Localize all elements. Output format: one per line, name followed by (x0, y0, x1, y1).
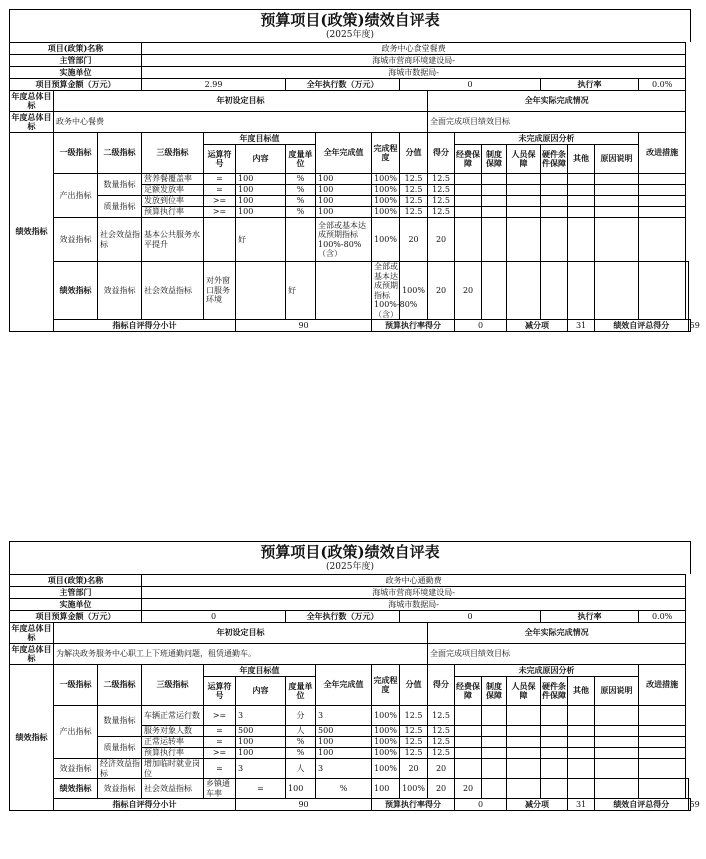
improve-header: 改进措施 (639, 665, 686, 706)
eval-table (9, 574, 700, 811)
got-cell: 12.5 (428, 748, 455, 759)
level2-cell: 社会效益指标 (98, 218, 142, 262)
year-goal-label: 年度总体目标 (11, 622, 52, 642)
completion-header: 完成程度 (372, 133, 400, 174)
exec-score-label: 预算执行率得分 (372, 799, 455, 811)
reason-hardware-header: 硬件条件保障 (541, 145, 568, 174)
table-row (10, 737, 691, 748)
content-cell: 100 (236, 207, 286, 218)
unit-cell: % (286, 174, 316, 185)
score-cell: 12.5 (400, 706, 428, 726)
level3-cell: 乡镇通车率 (204, 779, 236, 799)
level2-cell: 经济效益指标 (98, 759, 142, 779)
score-cell: 20 (400, 759, 428, 779)
unit-cell: % (286, 748, 316, 759)
score-cell: 12.5 (400, 737, 428, 748)
unit-value: 海城市数据局- (142, 67, 686, 79)
group-effect: 效益指标 (54, 759, 98, 779)
level3-cell: 正常运转率 (142, 737, 204, 748)
budget-label: 项目预算金额（万元） (10, 79, 142, 91)
level2-cell: 社会效益指标 (142, 262, 204, 320)
level2-cell: 社会效益指标 (142, 779, 204, 799)
rate-label: 执行率 (541, 611, 639, 623)
level3-cell: 预算执行率 (142, 748, 204, 759)
total-value: 59 (689, 320, 700, 330)
project-name-label: 项目(政策)名称 (10, 43, 142, 55)
completion-cell: 100% (372, 196, 400, 207)
op-cell: = (236, 779, 286, 799)
exec-value: 0 (400, 79, 541, 91)
unit-cell: % (286, 207, 316, 218)
exec-value: 0 (400, 611, 541, 623)
group-output: 产出指标 (54, 706, 98, 759)
reason-staff-header: 人员保障 (507, 677, 541, 706)
completion-cell: 100% (400, 779, 428, 799)
value-cell: 100 (316, 174, 372, 185)
extra-group: 效益指标 (98, 779, 142, 799)
form-title: 预算项目(政策)绩效自评表 (9, 9, 691, 30)
value-cell: 100 (316, 207, 372, 218)
op-cell: >= (204, 196, 236, 207)
exec-score-label: 预算执行率得分 (372, 320, 455, 332)
actual-result-label: 全年实际完成情况 (428, 91, 686, 112)
reason-system-header: 制度保障 (482, 145, 507, 174)
group-output: 产出指标 (54, 174, 98, 218)
subtotal-value: 90 (236, 799, 372, 811)
table-row (10, 759, 691, 779)
score-cell: 20 (428, 779, 455, 799)
reason-hardware-header: 硬件条件保障 (541, 677, 568, 706)
completion-cell: 100% (372, 185, 400, 196)
year-goal-label: 年度总体目标 (11, 90, 52, 110)
budget-label: 项目预算金额（万元） (10, 611, 142, 623)
reason-fund-header: 经费保障 (455, 677, 482, 706)
level3-cell: 发放到位率 (142, 196, 204, 207)
got-cell: 12.5 (428, 706, 455, 726)
got-cell: 12.5 (428, 174, 455, 185)
score-cell: 12.5 (400, 726, 428, 737)
score-cell: 12.5 (400, 748, 428, 759)
form-title: 预算项目(政策)绩效自评表 (9, 541, 691, 562)
target-group-header: 年度目标值 (204, 665, 316, 677)
completion-cell: 100% (372, 759, 400, 779)
reason-group-header: 未完成原因分析 (455, 665, 639, 677)
form-year: (2025年度) (9, 30, 691, 42)
rate-value: 0.0% (639, 79, 686, 91)
unit-cell (316, 262, 372, 320)
project-name-value: 政务中心食堂餐费 (142, 43, 686, 55)
op-cell: >= (204, 748, 236, 759)
level3-cell: 预算执行率 (142, 207, 204, 218)
level3-cell: 车辆正常运行数 (142, 706, 204, 726)
extra-group: 效益指标 (98, 262, 142, 320)
level3-cell: 增加临时就业岗位 (142, 759, 204, 779)
form-year: (2025年度) (9, 562, 691, 574)
op-cell: = (204, 737, 236, 748)
content-cell: 100 (236, 737, 286, 748)
op-cell: >= (204, 706, 236, 726)
score-cell: 12.5 (400, 207, 428, 218)
completion-cell: 100% (372, 748, 400, 759)
eval-form-2 (9, 541, 700, 811)
got-cell: 12.5 (428, 185, 455, 196)
score-header: 分值 (400, 665, 428, 706)
op-cell: = (204, 726, 236, 737)
got-cell: 20 (455, 262, 482, 320)
table-row (10, 779, 691, 799)
reason-system-header: 制度保障 (482, 677, 507, 706)
content-cell: 100 (236, 196, 286, 207)
unit-cell (286, 218, 316, 262)
got-cell: 20 (455, 779, 482, 799)
perf-indicator-label: 绩效指标 (10, 133, 54, 332)
op-cell (236, 262, 286, 320)
actual-result-label: 全年实际完成情况 (428, 623, 686, 644)
exec-label: 全年执行数（万元） (286, 611, 400, 623)
initial-goal-value: 为解决政务服务中心职工上下班通勤问题，租赁通勤车。 (54, 644, 428, 665)
deduct-value: 31 (568, 320, 595, 332)
actual-result-value: 全面完成项目绩效目标 (428, 112, 686, 133)
eval-form-1 (9, 9, 700, 332)
content-header: 内容 (236, 145, 286, 174)
dept-label: 主管部门 (10, 587, 142, 599)
unit-cell: 人 (286, 759, 316, 779)
reason-other-header: 其他 (568, 145, 595, 174)
value-cell: 100 (316, 737, 372, 748)
unit-value: 海城市数据局- (142, 599, 686, 611)
dept-label: 主管部门 (10, 55, 142, 67)
rate-label: 执行率 (541, 79, 639, 91)
total-label: 绩效自评总得分 (595, 799, 689, 811)
subtotal-label: 指标自评得分小计 (54, 799, 236, 811)
extra-perf-label: 绩效指标 (54, 262, 98, 320)
op-cell (204, 218, 236, 262)
op-cell: = (204, 759, 236, 779)
content-cell: 3 (236, 759, 286, 779)
total-label: 绩效自评总得分 (595, 320, 689, 332)
unit-cell: % (286, 196, 316, 207)
full-year-header: 全年完成值 (316, 665, 372, 706)
unit-cell: % (286, 737, 316, 748)
value-cell: 100 (316, 748, 372, 759)
rate-value: 0.0% (639, 611, 686, 623)
deduct-value: 31 (568, 799, 595, 811)
completion-cell: 100% (372, 174, 400, 185)
got-cell: 12.5 (428, 207, 455, 218)
value-cell: 100 (316, 196, 372, 207)
level1-header: 一级指标 (54, 133, 98, 174)
content-cell: 100 (286, 779, 316, 799)
exec-score-value: 0 (455, 799, 507, 811)
initial-goal-label: 年初设定目标 (54, 623, 428, 644)
extra-perf-label: 绩效指标 (54, 779, 98, 799)
got-cell: 20 (428, 759, 455, 779)
op-cell: = (204, 185, 236, 196)
improve-header: 改进措施 (639, 133, 686, 174)
got-header: 得分 (428, 133, 455, 174)
eval-table (9, 42, 700, 332)
table-row (10, 174, 691, 185)
completion-cell: 100% (400, 262, 428, 320)
content-cell: 好 (236, 218, 286, 262)
completion-cell: 100% (372, 726, 400, 737)
subtotal-label: 指标自评得分小计 (54, 320, 236, 332)
value-cell: 全部或基本达成预期指标100%-80%（含） (316, 218, 372, 262)
completion-cell: 100% (372, 737, 400, 748)
actual-result-value: 全面完成项目绩效目标 (428, 644, 686, 665)
reason-group-header: 未完成原因分析 (455, 133, 639, 145)
score-cell: 12.5 (400, 185, 428, 196)
year-goal-label-2: 年度总体目标 (11, 643, 52, 663)
content-header: 内容 (236, 677, 286, 706)
value-cell: 3 (316, 759, 372, 779)
level2-cell: 数量指标 (98, 706, 142, 737)
group-effect: 效益指标 (54, 218, 98, 262)
value-cell: 3 (316, 706, 372, 726)
table-row (10, 706, 691, 726)
content-cell: 100 (236, 185, 286, 196)
level2-header: 二级指标 (98, 133, 142, 174)
score-header: 分值 (400, 133, 428, 174)
project-name-value: 政务中心通勤费 (142, 575, 686, 587)
operator-header: 运算符号 (204, 677, 236, 706)
got-cell: 12.5 (428, 196, 455, 207)
level2-header: 二级指标 (98, 665, 142, 706)
completion-cell: 100% (372, 207, 400, 218)
unit-label: 实施单位 (10, 67, 142, 79)
content-cell: 3 (236, 706, 286, 726)
level3-cell: 对外窗口服务环境 (204, 262, 236, 320)
op-cell: >= (204, 207, 236, 218)
value-cell: 全部或基本达成预期指标100%-80%（含） (372, 262, 400, 320)
unit-measure-header: 度量单位 (286, 677, 316, 706)
exec-score-value: 0 (455, 320, 507, 332)
score-cell: 20 (400, 218, 428, 262)
unit-cell: % (286, 185, 316, 196)
reason-fund-header: 经费保障 (455, 145, 482, 174)
deduct-label: 减分项 (507, 320, 568, 332)
subtotal-value: 90 (236, 320, 372, 332)
score-cell: 12.5 (400, 174, 428, 185)
value-cell: 100 (372, 779, 400, 799)
level3-cell: 营养餐覆盖率 (142, 174, 204, 185)
content-cell: 100 (236, 748, 286, 759)
budget-value: 2.99 (142, 79, 286, 91)
table-row (10, 218, 691, 262)
target-group-header: 年度目标值 (204, 133, 316, 145)
full-year-header: 全年完成值 (316, 133, 372, 174)
initial-goal-label: 年初设定目标 (54, 91, 428, 112)
table-row (10, 262, 691, 320)
dept-value: 海城市营商环境建设局- (142, 55, 686, 67)
perf-indicator-label: 绩效指标 (10, 665, 54, 811)
completion-header: 完成程度 (372, 665, 400, 706)
score-cell: 12.5 (400, 196, 428, 207)
content-cell: 100 (236, 174, 286, 185)
unit-measure-header: 度量单位 (286, 145, 316, 174)
budget-value: 0 (142, 611, 286, 623)
level3-header: 三级指标 (142, 133, 204, 174)
exec-label: 全年执行数（万元） (286, 79, 400, 91)
completion-cell: 100% (372, 706, 400, 726)
unit-cell: 分 (286, 706, 316, 726)
got-cell: 12.5 (428, 737, 455, 748)
dept-value: 海城市营商环境建设局- (142, 587, 686, 599)
level3-cell: 基本公共服务水平提升 (142, 218, 204, 262)
level3-cell: 服务对象人数 (142, 726, 204, 737)
level2-cell: 数量指标 (98, 174, 142, 196)
operator-header: 运算符号 (204, 145, 236, 174)
year-goal-label-2: 年度总体目标 (11, 111, 52, 131)
value-cell: 100 (316, 185, 372, 196)
level3-header: 三级指标 (142, 665, 204, 706)
content-cell: 500 (236, 726, 286, 737)
level2-cell: 质量指标 (98, 737, 142, 759)
got-header: 得分 (428, 665, 455, 706)
unit-cell: 人 (286, 726, 316, 737)
score-cell: 20 (428, 262, 455, 320)
unit-cell: % (316, 779, 372, 799)
table-row (10, 196, 691, 207)
got-cell: 12.5 (428, 726, 455, 737)
initial-goal-value: 政务中心餐费 (54, 112, 428, 133)
reason-note-header: 原因说明 (595, 677, 639, 706)
reason-note-header: 原因说明 (595, 145, 639, 174)
level1-header: 一级指标 (54, 665, 98, 706)
project-name-label: 项目(政策)名称 (10, 575, 142, 587)
value-cell: 500 (316, 726, 372, 737)
level2-cell: 质量指标 (98, 196, 142, 218)
reason-staff-header: 人员保障 (507, 145, 541, 174)
unit-label: 实施单位 (10, 599, 142, 611)
reason-other-header: 其他 (568, 677, 595, 706)
completion-cell: 100% (372, 218, 400, 262)
op-cell: = (204, 174, 236, 185)
total-value: 59 (689, 799, 700, 809)
content-cell: 好 (286, 262, 316, 320)
got-cell: 20 (428, 218, 455, 262)
deduct-label: 减分项 (507, 799, 568, 811)
level3-cell: 足额发放率 (142, 185, 204, 196)
